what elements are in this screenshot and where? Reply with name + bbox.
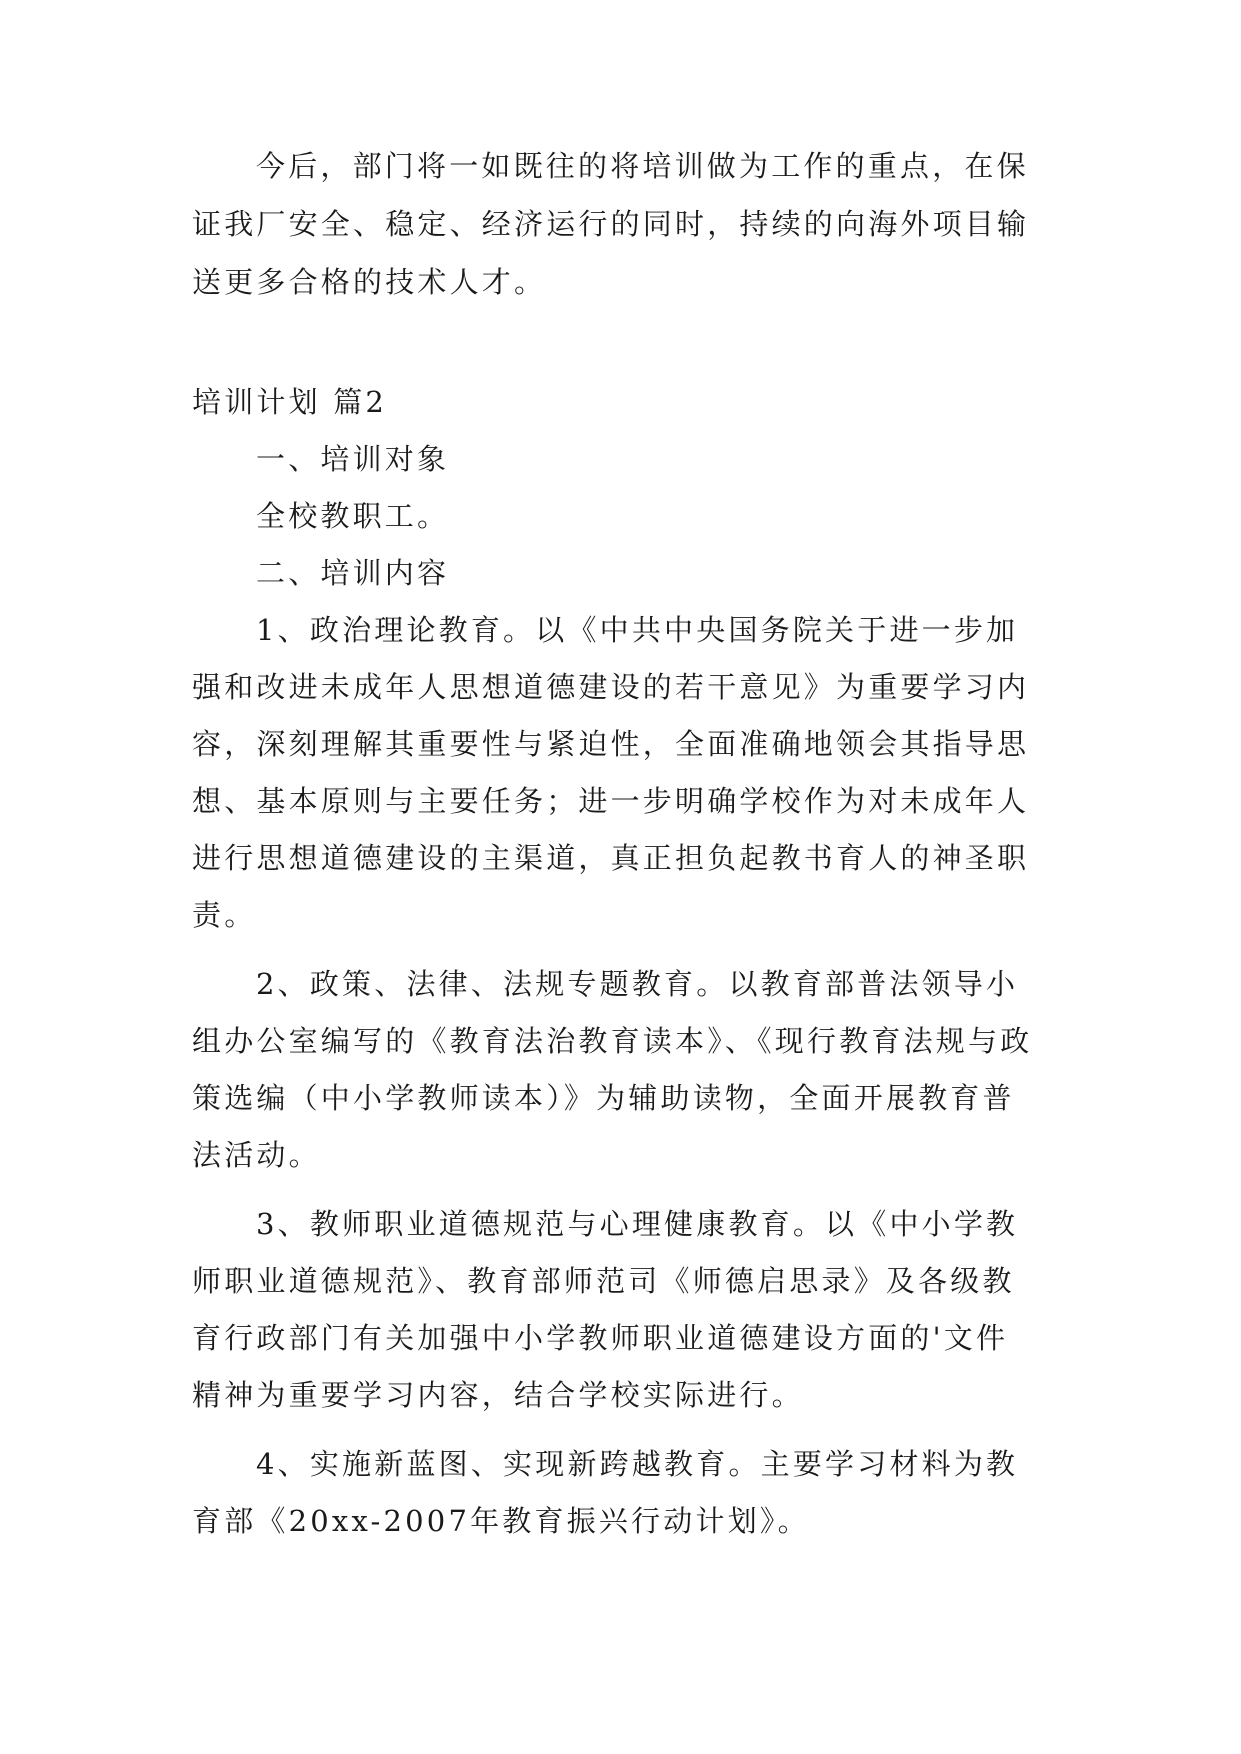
point2-line-3: 策选编（中小学教师读本）》为辅助读物，全面开展教育普: [192, 1081, 1015, 1115]
point4-line-1: 4、实施新蓝图、实现新跨越教育。主要学习材料为教: [256, 1447, 1019, 1481]
point1-line-1: 1、政治理论教育。以《中共中央国务院关于进一步加: [256, 613, 1019, 647]
point3-line-3: 育行政部门有关加强中小学教师职业道德建设方面的'文件: [192, 1321, 1009, 1355]
section-title: 培训计划 篇2: [192, 385, 388, 419]
point2-line-1: 2、政策、法律、法规专题教育。以教育部普法领导小: [256, 967, 1019, 1001]
point3-line-4: 精神为重要学习内容，结合学校实际进行。: [192, 1378, 804, 1412]
point2-line-4: 法活动。: [192, 1138, 321, 1172]
point1-line-3: 容，深刻理解其重要性与紧迫性，全面准确地领会其指导思: [192, 727, 1030, 761]
point3-line-1: 3、教师职业道德规范与心理健康教育。以《中小学教: [256, 1207, 1019, 1241]
point1-line-2: 强和改进未成年人思想道德建设的若干意见》为重要学习内: [192, 670, 1030, 704]
intro-line-3: 送更多合格的技术人才。: [192, 265, 547, 299]
point1-line-6: 责。: [192, 898, 257, 932]
item-one-heading: 一、培训对象: [256, 442, 450, 476]
point1-line-4: 想、基本原则与主要任务；进一步明确学校作为对未成年人: [192, 784, 1030, 818]
point4-line-2: 育部《20xx-2007年教育振兴行动计划》。: [192, 1504, 810, 1538]
intro-line-1: 今后，部门将一如既往的将培训做为工作的重点，在保: [256, 149, 1029, 183]
point2-line-2: 组办公室编写的《教育法治教育读本》、《现行教育法规与政: [192, 1024, 1033, 1058]
point1-line-5: 进行思想道德建设的主渠道，真正担负起教书育人的神圣职: [192, 841, 1030, 875]
item-one-body: 全校教职工。: [256, 499, 450, 533]
intro-line-2: 证我厂安全、稳定、经济运行的同时，持续的向海外项目输: [192, 207, 1030, 241]
item-two-heading: 二、培训内容: [256, 556, 450, 590]
point3-line-2: 师职业道德规范》、教育部师范司《师德启思录》及各级教: [192, 1264, 1015, 1298]
